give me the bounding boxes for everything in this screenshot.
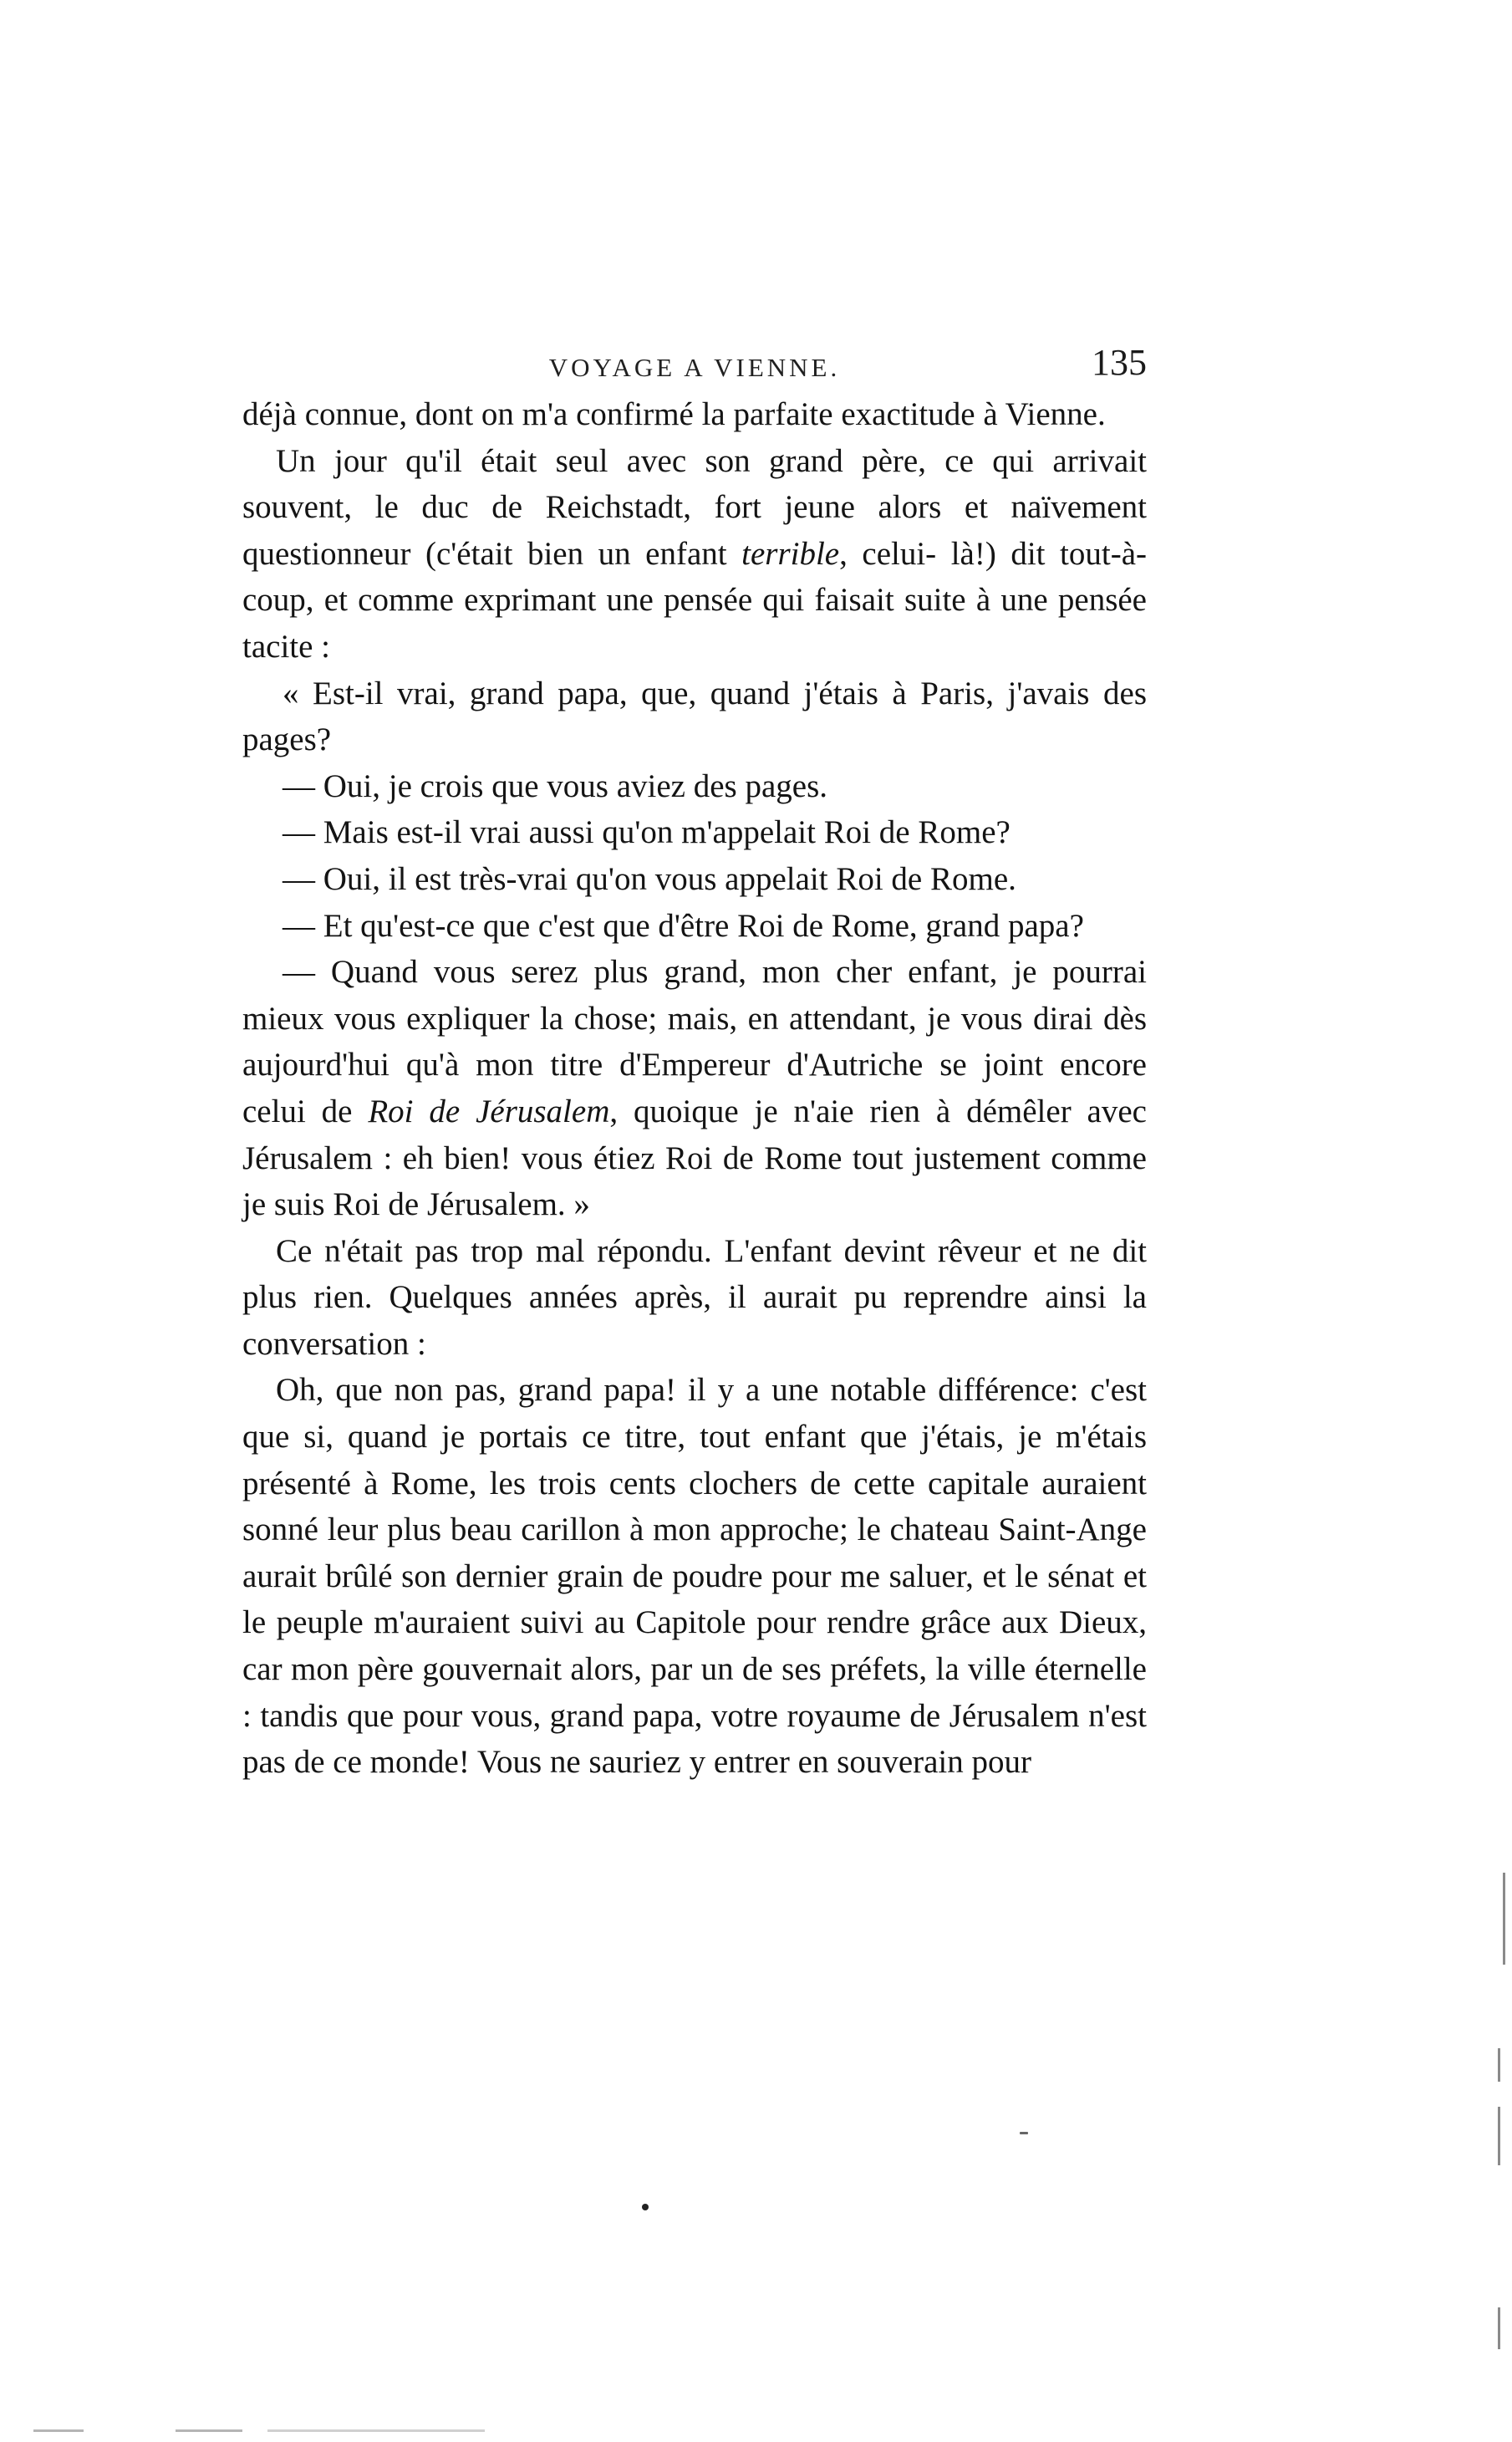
answer-italic: Roi de Jérusalem [368,1093,610,1129]
scan-bottom-edge [176,2429,242,2432]
page-header [242,341,1147,391]
paragraph-commentary: Ce n'était pas trop mal répondu. L'enfant devint rêveur et ne dit plus rien. Quelques années après, il aurait pu reprendre ainsi la conversation : [242,1232,1147,1362]
dialogue-line: — Oui, je crois que vous aviez des pages. [283,767,827,804]
page-number: 135 [1092,342,1147,383]
dialogue-line: « Est-il vrai, grand papa, que, quand j'étais à Paris, j'avais des pages? [242,675,1147,758]
dialogue-line: — Oui, il est très-vrai qu'on vous appelait Roi de Rome. [283,860,1016,897]
anecdote-text-end: , celui- là!) dit tout-à-coup, et comme exprimant une pensée qui faisait suite à une pensée tacite : [242,535,1147,665]
answer-text: — Quand vous serez plus grand, mon cher enfant, je pourrai mieux vous expliquer la chose; mais, en attendant, je vous dirai dès aujourd'hui qu'à mon titre d'Empereur d'Autriche se joint encore celui de [242,954,1147,1129]
scan-bottom-edge [33,2429,84,2432]
dialogue-line: — Et qu'est-ce que c'est que d'être Roi de Rome, grand papa? [283,907,1084,944]
dialogue-answer [242,949,1147,1228]
answer-text-end: , quoique je n'aie rien à démêler avec Jérusalem : eh bien! vous étiez Roi de Rome tout justement comme je suis Roi de Jérusalem. » [242,1093,1147,1223]
anecdote-text: Un jour qu'il était seul avec son grand père, ce qui arrivait souvent, le duc de Reichstadt, fort jeune alors et naïvement questionneur (c'était bien un enfant [242,442,1147,572]
body-text [242,391,1147,1786]
paragraph-imagined-reply: Oh, que non pas, grand papa! il y a une notable différence: c'est que si, quand je portais ce titre, tout enfant que j'étais, je m'étais présenté à Rome, les trois cents clochers de cette capitale auraient sonné leur plus beau carillon à mon approche; le chateau Saint-Ange aurait brûlé son dernier grain de poudre pour me saluer, et le sénat et le peuple m'auraient suivi au Capitole pour rendre grâce aux Dieux, car mon père gouvernait alors, par un de ses préfets, la ville éternelle : tandis que pour vous, grand papa, votre royaume de Jérusalem n'est pas de ce monde! Vous ne sauriez y entrer en souverain pour [242,1372,1147,1781]
scan-edge-mark [1498,2107,1500,2165]
running-title: VOYAGE A VIENNE. [548,353,841,382]
paragraph-anecdote [242,438,1147,670]
scan-edge-mark [1498,2048,1500,2082]
scan-speck [642,2204,649,2210]
scan-edge-mark [1503,1873,1505,1965]
anecdote-italic: terrible [741,535,840,572]
dialogue-line: — Mais est-il vrai aussi qu'on m'appelait Roi de Rome? [283,814,1011,851]
scan-speck [1020,2132,1028,2134]
scan-bottom-edge [267,2429,485,2432]
paragraph-continuation: déjà connue, dont on m'a confirmé la parfaite exactitude à Vienne. [242,396,1106,432]
scan-edge-mark [1498,2307,1500,2349]
